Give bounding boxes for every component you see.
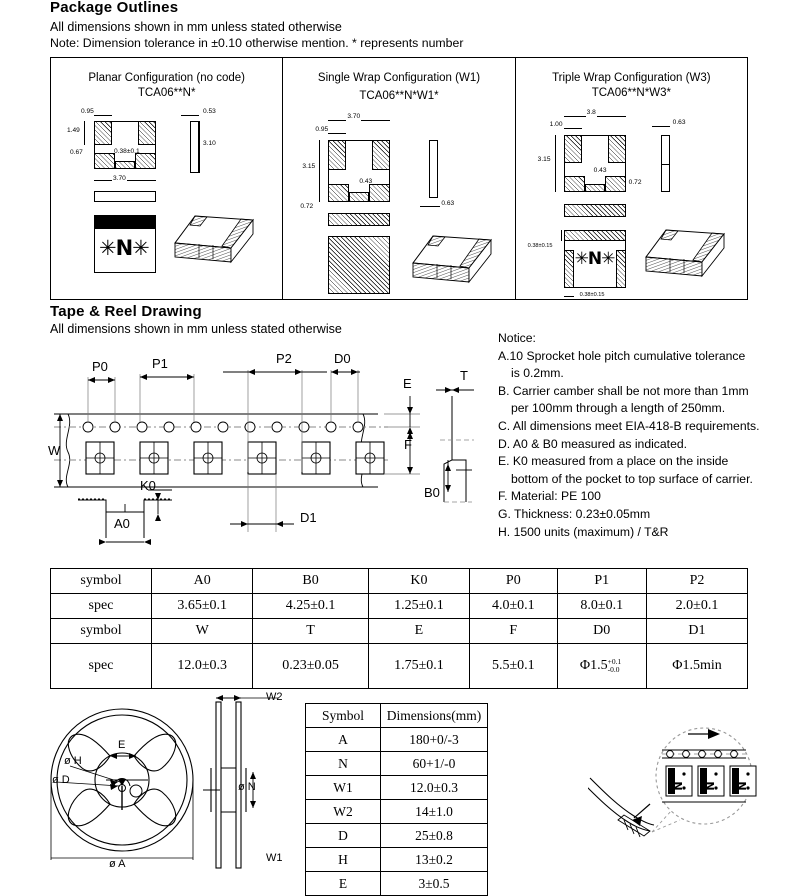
tape-label-D0: D0 — [334, 351, 351, 366]
panel-planar-part: TCA06**N* — [137, 87, 196, 99]
dim-symbol: D — [306, 824, 381, 848]
planar-term-left-top — [94, 121, 112, 145]
notice-item-4: C. All dimensions meet EIA-418-B requirements. — [498, 418, 760, 433]
d0-sup: +0.1 — [607, 656, 622, 666]
tw-term-left-bot — [564, 176, 585, 192]
tape-detail-svg — [588, 692, 794, 874]
reel-label-A: ø A — [109, 858, 126, 870]
table-header-row — [306, 704, 488, 728]
tape-label-P0: P0 — [92, 359, 108, 374]
planar-dim-height-lower: 0.67 — [70, 149, 83, 156]
spec-cell: P0 — [470, 569, 557, 594]
notice-item-0: A.10 Sprocket hole pitch cumulative tolerance — [498, 348, 746, 363]
notice-item-9: G. Thickness: 0.23±0.05mm — [498, 506, 651, 521]
dim-value: 14±1.0 — [381, 800, 488, 824]
tw-term-left-top — [564, 135, 582, 163]
sw-term-right-top — [372, 140, 390, 170]
tw-term-right-bot — [605, 176, 626, 192]
dim-symbol: A — [306, 728, 381, 752]
svg-text:N: N — [703, 781, 716, 791]
dim-symbol: W1 — [306, 776, 381, 800]
spec-cell: D0 — [557, 619, 646, 644]
spec-cell: P2 — [646, 569, 747, 594]
spec-cell: 1.25±0.1 — [368, 594, 469, 619]
tape-label-T: T — [460, 368, 468, 383]
tw-marking: ✳N✳ — [574, 249, 615, 269]
spec-cell: K0 — [368, 569, 469, 594]
planar-strip-view — [94, 191, 156, 202]
sw-dim-width-top: 0.95 — [315, 126, 329, 133]
sw-top-view — [328, 236, 390, 294]
planar-isometric-view — [169, 210, 261, 278]
tw-dim-height-left: 3.15 — [537, 156, 551, 163]
reel-drawing-svg — [48, 690, 298, 876]
spec-row-label: spec — [51, 644, 152, 689]
reel-label-N: ø N — [238, 781, 256, 793]
tw-term-right-top — [608, 135, 626, 163]
notice-item-5: D. A0 & B0 measured as indicated. — [498, 436, 688, 451]
spec-cell: 4.0±0.1 — [470, 594, 557, 619]
panel-single-wrap-part: TCA06**N*W1* — [359, 90, 439, 102]
planar-dim-width-top: 0.95 — [81, 108, 94, 115]
svg-text:N: N — [671, 781, 684, 791]
notice-item-6: E. K0 measured from a place on the inside — [498, 454, 729, 469]
notice-item-7: bottom of the pocket to top surface of carrier. — [511, 471, 753, 486]
sw-term-right-bot — [369, 184, 390, 202]
notice-item-10: H. 1500 units (maximum) / T&R — [498, 524, 669, 539]
planar-dim-side-height: 3.10 — [203, 140, 216, 147]
sw-isometric-view — [407, 230, 499, 298]
panel-triple-wrap-title: Triple Wrap Configuration (W3) — [552, 72, 711, 84]
tape-label-D1: D1 — [300, 510, 317, 525]
table-row — [306, 848, 488, 872]
panel-triple-wrap — [515, 58, 747, 299]
tw-band-right — [616, 250, 626, 288]
notice-block — [498, 330, 790, 541]
spec-cell: A0 — [152, 569, 253, 594]
svg-text:N: N — [735, 781, 748, 791]
reel-label-H: ø H — [64, 755, 82, 767]
spec-cell: W — [152, 619, 253, 644]
table-row — [51, 619, 748, 644]
table-row — [51, 644, 748, 689]
planar-term-right-top — [138, 121, 156, 145]
tw-dim-gap: 0.43 — [593, 167, 607, 174]
notice-item-8: F. Material: PE 100 — [498, 489, 601, 504]
tw-dim-band-side: 0.38±0.15 — [579, 292, 605, 298]
table-row — [306, 776, 488, 800]
tape-detail-callout — [588, 692, 794, 874]
header-note: Note: Dimension tolerance in ±0.10 otherwise mention. * represents number — [50, 36, 464, 50]
planar-polarity-band — [95, 216, 155, 229]
notice-item-2: B. Carrier camber shall be not more than 1mm — [498, 383, 749, 398]
sw-term-left-bot — [328, 184, 349, 202]
spec-cell: B0 — [253, 569, 368, 594]
dim-value: 3±0.5 — [381, 872, 488, 896]
spec-cell: 8.0±0.1 — [557, 594, 646, 619]
dim-header-symbol: Symbol — [306, 704, 381, 728]
table-row — [306, 752, 488, 776]
spec-cell: 12.0±0.3 — [152, 644, 253, 689]
sw-dim-height-lower: 0.72 — [300, 203, 314, 210]
planar-side-view — [190, 121, 199, 173]
panel-triple-wrap-part: TCA06**N*W3* — [591, 87, 671, 99]
sw-dim-side-thickness: 0.63 — [441, 200, 455, 207]
notice-item-3: per 100mm through a length of 250mm. — [511, 401, 726, 416]
spec-cell: 0.23±0.05 — [253, 644, 368, 689]
spec-row-label: symbol — [51, 569, 152, 594]
tape-label-K0: K0 — [140, 478, 156, 493]
dim-symbol: E — [306, 872, 381, 896]
tw-dim-band-top: 0.38±0.15 — [527, 243, 553, 249]
planar-term-left-bot — [94, 153, 115, 169]
panel-single-wrap-title: Single Wrap Configuration (W1) — [317, 72, 481, 84]
tape-label-P2: P2 — [276, 351, 292, 366]
header-subtitle: All dimensions shown in mm unless stated otherwise — [50, 20, 342, 34]
tape-label-P1: P1 — [152, 356, 168, 371]
sw-term-left-top — [328, 140, 346, 170]
tape-label-F: F — [404, 437, 412, 452]
tape-spec-table — [50, 568, 748, 689]
reel-label-W1: W1 — [266, 852, 283, 864]
tw-dim-height-lower: 0.72 — [628, 179, 642, 186]
planar-dim-total-width: 3.70 — [113, 175, 126, 182]
planar-bridge — [115, 161, 135, 169]
dim-value: 13±0.2 — [381, 848, 488, 872]
spec-cell: 4.25±0.1 — [253, 594, 368, 619]
table-row — [306, 728, 488, 752]
spec-cell: T — [253, 619, 368, 644]
spec-cell: P1 — [557, 569, 646, 594]
spec-cell: 5.5±0.1 — [470, 644, 557, 689]
tw-strip-view — [564, 204, 626, 217]
notice-heading: Notice: — [498, 331, 536, 345]
tape-label-W: W — [48, 443, 61, 458]
spec-cell-d0 — [557, 644, 646, 689]
dim-value: 180+0/-3 — [381, 728, 488, 752]
tw-band-left — [564, 250, 574, 288]
planar-dim-height-left: 1.49 — [67, 127, 80, 134]
tw-dim-width-top: 1.00 — [549, 121, 563, 128]
sw-dim-gap: 0.43 — [359, 178, 373, 185]
dim-symbol: W2 — [306, 800, 381, 824]
tw-band-top — [564, 230, 626, 241]
tape-reel-title: Tape & Reel Drawing — [50, 303, 202, 320]
table-row — [306, 872, 488, 896]
dim-value: 25±0.8 — [381, 824, 488, 848]
spec-row-label: symbol — [51, 619, 152, 644]
table-row — [51, 569, 748, 594]
reel-label-W2: W2 — [266, 691, 283, 703]
reel-dimension-table — [305, 703, 488, 896]
reel-label-D: ø D — [52, 774, 70, 786]
table-row — [51, 594, 748, 619]
table-row — [306, 824, 488, 848]
spec-cell: 2.0±0.1 — [646, 594, 747, 619]
panel-planar — [51, 58, 282, 299]
tape-drawing — [48, 352, 498, 562]
spec-cell: F — [470, 619, 557, 644]
spec-cell: D1 — [646, 619, 747, 644]
package-outline-panels — [50, 57, 748, 300]
page-title: Package Outlines — [50, 0, 179, 16]
sw-dim-height-left: 3.15 — [302, 163, 316, 170]
spec-cell: 1.75±0.1 — [368, 644, 469, 689]
tape-label-B0: B0 — [424, 485, 440, 500]
spec-cell: Φ1.5min — [646, 644, 747, 689]
tape-label-A0: A0 — [114, 516, 130, 531]
planar-dim-gap: 0.38±0.1 — [114, 148, 140, 155]
reel-drawing — [48, 690, 298, 876]
d0-sub: -0.0 — [607, 664, 620, 674]
tape-reel-subtitle: All dimensions shown in mm unless stated otherwise — [50, 322, 342, 336]
tw-dim-total-width: 3.8 — [586, 109, 596, 116]
tape-label-E: E — [403, 376, 412, 391]
tw-isometric-view — [640, 224, 732, 292]
tw-bridge — [585, 184, 605, 192]
d0-base: Φ1.5 — [579, 658, 608, 674]
sw-side-view — [429, 140, 438, 198]
panel-single-wrap — [282, 58, 514, 299]
dim-symbol: N — [306, 752, 381, 776]
spec-cell: E — [368, 619, 469, 644]
sw-bridge — [349, 192, 369, 202]
dim-symbol: H — [306, 848, 381, 872]
planar-dim-side-thickness: 0.53 — [203, 108, 216, 115]
planar-marking: ✳N✳ — [99, 236, 149, 260]
sw-strip-view — [328, 213, 390, 226]
reel-label-E: E — [118, 739, 126, 751]
panel-planar-title: Planar Configuration (no code) — [88, 72, 245, 84]
sw-dim-total-width: 3.70 — [347, 113, 361, 120]
spec-cell: 3.65±0.1 — [152, 594, 253, 619]
dim-value: 60+1/-0 — [381, 752, 488, 776]
dim-header-dimensions: Dimensions(mm) — [381, 704, 488, 728]
dim-value: 12.0±0.3 — [381, 776, 488, 800]
tw-dim-side-thickness: 0.63 — [672, 119, 686, 126]
notice-item-1: is 0.2mm. — [511, 366, 564, 381]
spec-row-label: spec — [51, 594, 152, 619]
table-row — [306, 800, 488, 824]
